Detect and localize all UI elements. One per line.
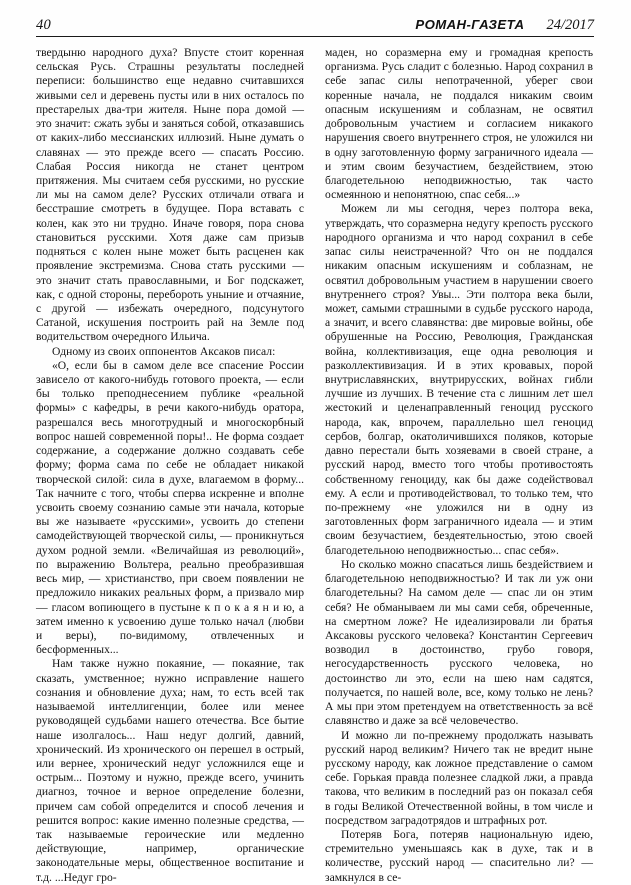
paragraph: «О, если бы в самом деле все спасение России зависело от какого-нибудь готового проекта, — если бы только преподнесением публике «реальной формы» с кафедры, в речи какого-нибудь оратора, разрешался весь многотрудный и многоскорбный вопрос нашей современной поры!.. Не форма создает содержание, а содержание должно создавать себе форму; форма сама по себе не обладает никакой творческой силой: сила в духе, влагаемом в форму... Так начните с того, чтобы сперва искренне и вполне усвоить своему сознанию самые эти начала, которые вы же называете «русскими», усвоить до степени самодействующей творческой силы, — проникнуться духом родной земли. «Величайшая из революций», по выражению Вольтера, реально преобразившая весь мир, — христианство, при своем появлении не предложило никаких реальных форм, а призвало мир — гласом вопиющего в пустыне к п о к а я н и ю, а затем именно к усвоению душе только начал (любви и веры), по-видимому, отвлеченных и бесформенных... <box>36 358 304 657</box>
paragraph: Можем ли мы сегодня, через полтора века, утверждать, что соразмерна недугу крепость русского народного организма и что народ сохранил в себе запас силы неистраченной? Что он не поддался никаким опасным искушениям и соблазнам, не освятил добровольным участием в нарушении своего внутреннего строя? Увы... Эти полтора века были, может, самыми страшными в судьбе русского народа, а значит, и всего славянства: две мировые войны, обе обрушенные на Россию, Революция, Гражданская война, коллективизация, еще одна революция и разколлективизация. И в этих кровавых, порой внутриславянских, внутрирусских, войнах гибли лучшие из лучших. В течение ста с лишним лет шел жестокий и целенаправленный геноцид русского народа, как, впрочем, параллельно шел геноцид сербов, болгар, окатоличившихся поляков, которые давно перестали быть хозяевами в своей стране, а русский народ, вместо того чтобы противостоять собственному геноциду, как бы даже содействовал ему. А если и противодействовал, то только тем, что по-прежнему «не уложился ни в одну из заготовленных форм заграничного идеала — и этим своим безучастием, бездеятельностью, этою своей благодетельною неподвижностью... спас себя». <box>325 202 593 557</box>
running-head-right <box>415 17 594 34</box>
paragraph: Но сколько можно спасаться лишь бездействием и благодетельною неподвижностью? И так ли уж они благодетельны? На самом деле — спас ли он этим себя? Не обманываем ли мы сами себя, обреченные, на смертном ложе? Не идеализировали ли братья Аксаковы русского человека? Константин Сергеевич возводил в достоинство, грубо говоря, негосударственность русского человека, но достоинство ли это, если на шею нам садятся, получается, по нашей воле, все, кому только не лень? А мы при этом претендуем на ответственность за всё славянство и даже за всё человечество. <box>325 557 593 728</box>
paragraph: маден, но соразмерна ему и громадная крепость организма. Русь сладит с болезнью. Народ сохранил в себе запас силы непотраченной, уберег свои коренные начала, не поддался никаким своим опасным искушениям и соблазнам, не освятил добровольным участием и согласием никакого нарушения своего внутреннего строя, не уложился ни в одну заготовленную форму заграничного идеала — и этим своим безучастием, бездействием, этою благодетельною неподвижностью, так часто осмеянною и непонятною, спас себя...» <box>325 46 593 202</box>
running-head <box>36 17 594 37</box>
page-number: 40 <box>36 17 51 33</box>
paragraph: И можно ли по-прежнему продолжать называть русский народ великим? Ничего так не вредит ныне русскому народу, как ложное представление о самом себе. Горькая правда полезнее сладкой лжи, а правда такова, что великим в последний раз он показал себя в годы Великой Отечественной войны, в том числе и посредством заградотрядов и штрафных рот. <box>325 728 593 827</box>
issue-number: 24/2017 <box>546 17 594 33</box>
paragraph: твердыню народного духа? Впусте стоит коренная сельская Русь. Страшны результаты последней переписи: большинство еще недавно считавшихся живыми сел и деревень пусты или в них осталось по престарелых два-три жителя. Ныне пора домой — это значит: сжать зубы и заняться собой, отказавшись от каких-либо мессианских иллюзий. Ныне думать о славянах — это прежде всего — спасать Россию. Слабая Россия никогда не станет центром притяжения. Мы считаем себя русскими, но русские ли мы на самом деле? Русских отличали отвага и бесстрашие смотреть в будущее. Пора вставать с колен, как это ни трудно. Иначе говоря, пора снова становиться русскими. Хотя даже сам призыв подняться с колен ныне может быть расценен как проявление экстремизма. Снова стать русскими — это значит стать православными, и Бог подскажет, как, с одной стороны, перебороть уныние и отчаяние, с другой — избежать очередного, подсунутого Сатаной, искушения построить рай на Земле под водительством очередного Ильича. <box>36 46 304 344</box>
text-column-right <box>325 46 593 884</box>
paragraph: Потеряв Бога, потеряв национальную идею, стремительно уменьшаясь как в духе, так и в количестве, русский народ — спасительно ли? — замкнулся в се- <box>325 828 593 884</box>
paragraph: Одному из своих оппонентов Аксаков писал: <box>52 344 276 358</box>
journal-title: РОМАН-ГАЗЕТА <box>415 17 525 32</box>
paragraph: Нам также нужно покаяние, — покаяние, так сказать, умственное; нужно исправление нашего сознания и обновление духа; нам, то есть всей так называемой интеллигенции, более или менее руководящей судьбами нашего отечества. Все бытие наше изолгалось... Наш недуг долгий, давний, хронический. Из хронического он перешел в острый, или вернее, хронический недуг усложнился еще и острым... Поэтому и нужно, прежде всего, учинить диагноз, точное и верное определение болезни, причем сам собой определится и способ лечения и решится вопрос: какие именно полезные средства, — так называемые героические или медленно действующие, например, органические законодательные меры, общественное воспитание и т.д. ...Недуг гро- <box>36 657 304 884</box>
text-column-left <box>36 46 304 884</box>
body-columns <box>36 46 594 884</box>
